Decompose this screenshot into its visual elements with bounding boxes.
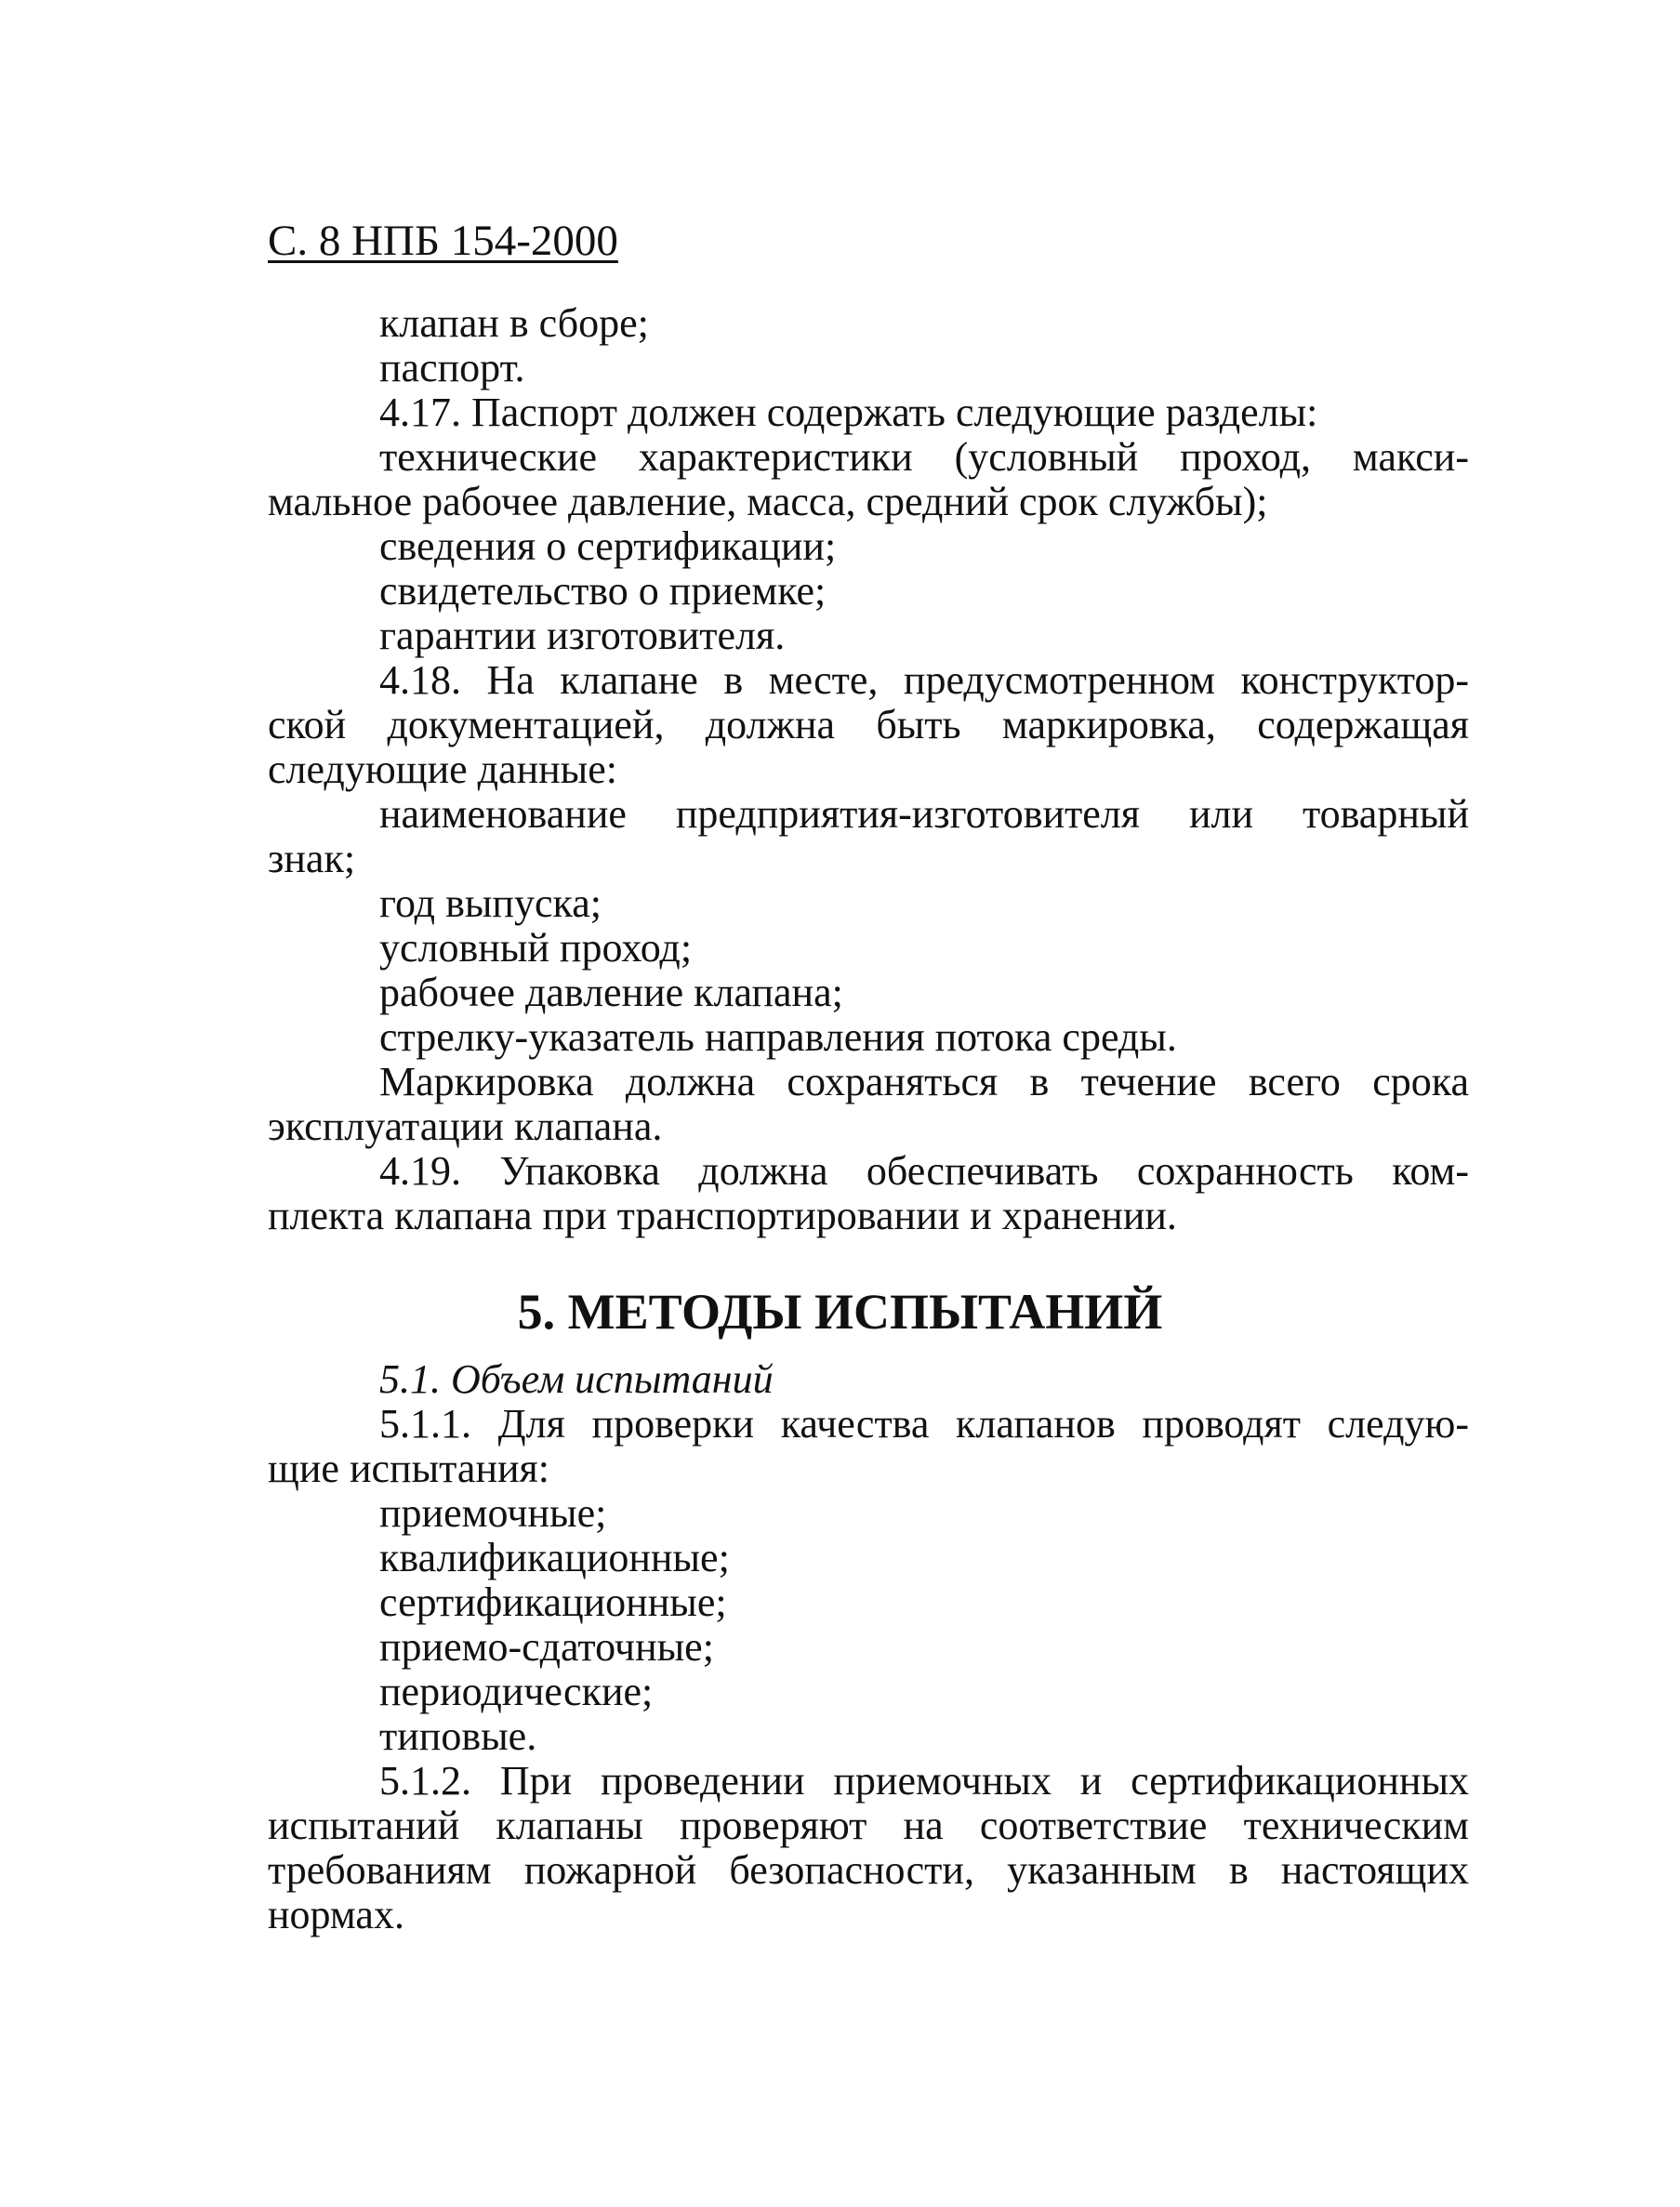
list-item: приемо-сдаточные;	[379, 1624, 714, 1670]
list-item: сертификационные;	[379, 1579, 727, 1625]
text-line: паспорт.	[379, 345, 525, 390]
clause-4-18: 4.18. На клапане в месте, предусмотренном конструктор-	[379, 660, 1469, 703]
text-line: условный проход;	[379, 925, 693, 971]
page-header: С. 8 НПБ 154-2000	[268, 217, 618, 265]
text-line: год выпуска;	[379, 880, 602, 926]
clause-4-19: 4.19. Упаковка должна обеспечивать сохранность ком-	[379, 1151, 1469, 1194]
text-line: плекта клапана при транспортировании и хранении.	[268, 1193, 1177, 1238]
section-title: 5. МЕТОДЫ ИСПЫТАНИЙ	[517, 1284, 1163, 1340]
list-item: квалификационные;	[379, 1535, 730, 1580]
text-line: испытаний клапаны проверяют на соответствие техническим	[268, 1805, 1469, 1848]
text-line: нормах.	[268, 1892, 404, 1937]
list-item: приемочные;	[379, 1490, 607, 1536]
subsection-title: 5.1. Объем испытаний	[379, 1356, 774, 1402]
text-line: стрелку-указатель направления потока среды.	[379, 1014, 1177, 1060]
text-line: наименование предприятия-изготовителя или товарный	[379, 794, 1469, 837]
text-line: требованиям пожарной безопасности, указанным в настоящих	[268, 1850, 1469, 1893]
text-line: ской документацией, должна быть маркировка, содержащая	[268, 705, 1469, 747]
text-line: гарантии изготовителя.	[379, 613, 786, 658]
clause-4-17: 4.17. Паспорт должен содержать следующие разделы:	[379, 390, 1318, 435]
clause-5-1-1: 5.1.1. Для проверки качества клапанов проводят следую-	[379, 1404, 1469, 1447]
text-line: эксплуатации клапана.	[268, 1104, 663, 1149]
list-item: типовые.	[379, 1713, 537, 1759]
text-line: свидетельство о приемке;	[379, 568, 827, 614]
text-line: мальное рабочее давление, масса, средний срок службы);	[268, 479, 1268, 524]
text-line: знак;	[268, 836, 356, 881]
list-item: периодические;	[379, 1669, 654, 1714]
clause-5-1-2: 5.1.2. При проведении приемочных и сертификационных	[379, 1761, 1469, 1804]
text-line: щие испытания:	[268, 1446, 549, 1491]
text-line: рабочее давление клапана;	[379, 970, 843, 1015]
text-line: технические характеристики (условный проход, макси-	[379, 437, 1469, 480]
text-line: следующие данные:	[268, 747, 617, 792]
text-line: клапан в сборе;	[379, 300, 649, 346]
text-line: сведения о сертификации;	[379, 523, 837, 569]
text-line: Маркировка должна сохраняться в течение всего срока	[379, 1062, 1469, 1104]
